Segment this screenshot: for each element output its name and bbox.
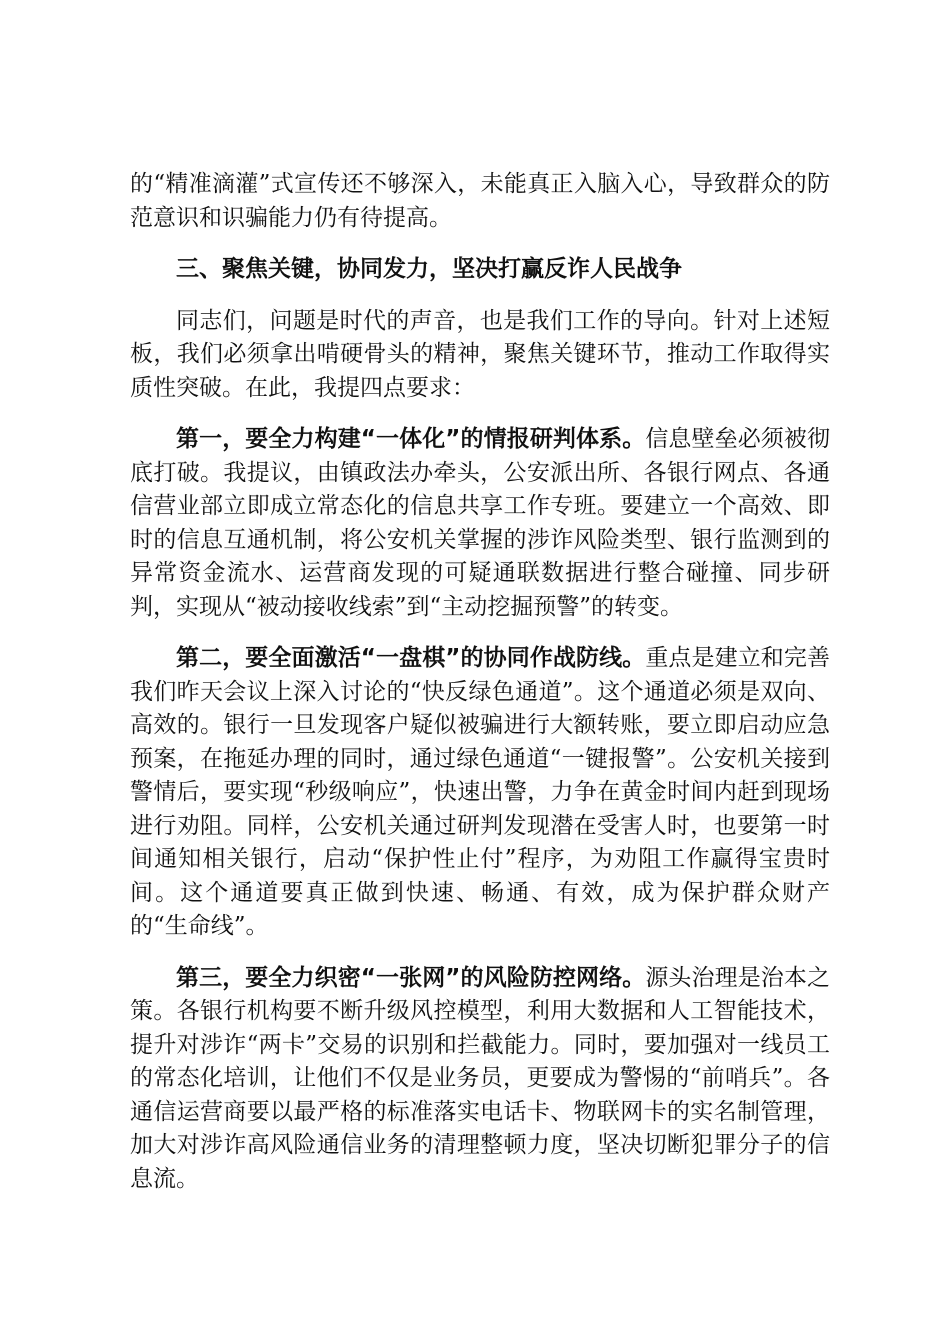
- point-three-lead: 第三，要全力织密“一张网”的风险防控网络。: [176, 964, 646, 991]
- point-one-lead: 第一，要全力构建“一体化”的情报研判体系。: [176, 426, 646, 452]
- point-three-paragraph: [130, 962, 830, 1197]
- section-heading: 三、聚焦关键，协同发力，坚决打赢反诈人民战争: [176, 256, 682, 282]
- point-three-body: 源头治理是治本之策。各银行机构要不断升级风控模型，利用大数据和人工智能技术，提升对涉诈“两卡”交易的识别和拦截能力。同时，要加强对一线员工的常态化培训，让他们不仅是业务员，更要成为警惕的“前哨兵”。各通信运营商要以最严格的标准落实电话卡、物联网卡的实名制管理，加大对涉诈高风险通信业务的清理整顿力度，坚决切断犯罪分子的信息流。: [130, 964, 831, 1192]
- document-body: [130, 168, 830, 1196]
- point-one-paragraph: [130, 423, 830, 624]
- point-two-body: 重点是建立和完善我们昨天会议上深入讨论的“快反绿色通道”。这个通道必须是双向、高效的。银行一旦发现客户疑似被骗进行大额转账，要立即启动应急预案，在拖延办理的同时，通过绿色通道“一键报警”。公安机关接到警情后，要实现“秒级响应”，快速出警，力争在黄金时间内赶到现场进行劝阻。同样，公安机关通过研判发现潜在受害人时，也要第一时间通知相关银行，启动“保护性止付”程序，为劝阻工作赢得宝贵时间。这个通道要真正做到快速、畅通、有效，成为保护群众财产的“生命线”。: [130, 645, 831, 939]
- point-two-paragraph: [130, 642, 830, 944]
- continued-paragraph: 的“精准滴灌”式宣传还不够深入，未能真正入脑入心，导致群众的防范意识和识骗能力仍有待提高。: [130, 171, 830, 231]
- intro-paragraph: 同志们，问题是时代的声音，也是我们工作的导向。针对上述短板，我们必须拿出啃硬骨头的精神，聚焦关键环节，推动工作取得实质性突破。在此，我提四点要求：: [130, 307, 830, 401]
- point-one-body: 信息壁垒必须被彻底打破。我提议，由镇政法办牵头，公安派出所、各银行网点、各通信营业部立即成立常态化的信息共享工作专班。要建立一个高效、即时的信息互通机制，将公安机关掌握的涉诈风险类型、银行监测到的异常资金流水、运营商发现的可疑通联数据进行整合碰撞、同步研判，实现从“被动接收线索”到“主动挖掘预警”的转变。: [130, 426, 831, 620]
- point-two-lead: 第二，要全面激活“一盘棋”的协同作战防线。: [176, 645, 646, 671]
